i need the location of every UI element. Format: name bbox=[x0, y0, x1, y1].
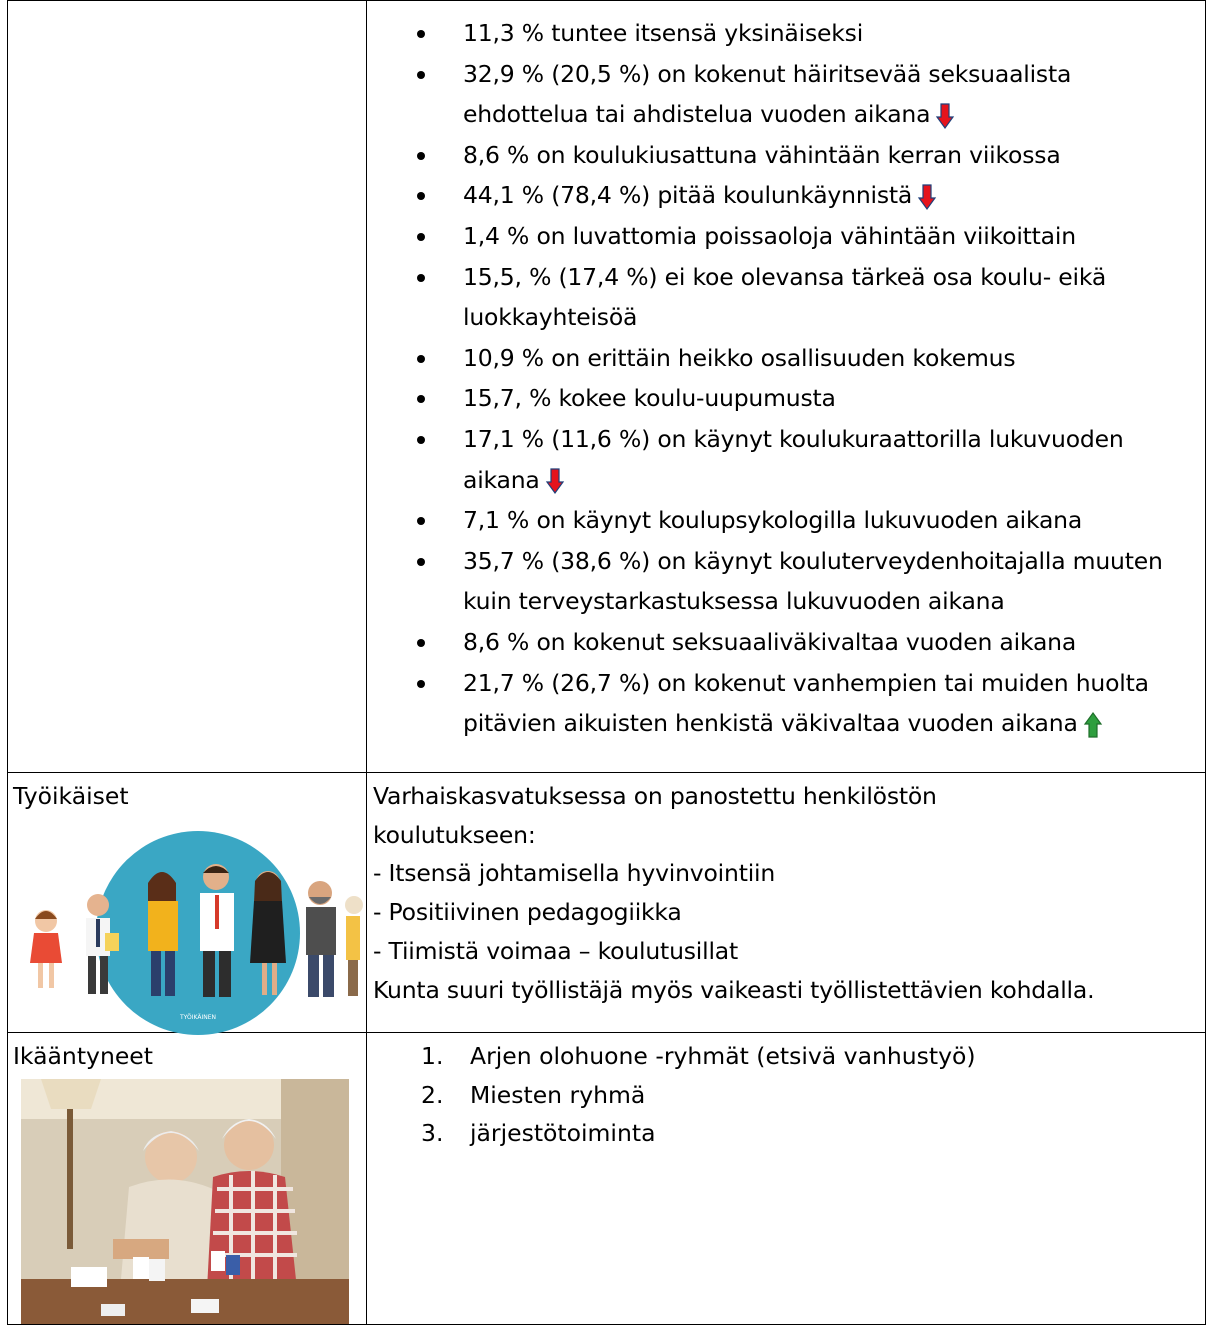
image-caption: TYÖIKÄINEN bbox=[180, 1014, 216, 1021]
bullet-dot bbox=[417, 395, 425, 403]
list-item bbox=[367, 1037, 1205, 1076]
bullet-dot bbox=[417, 558, 425, 566]
statistic-text: 21,7 % (26,7 %) on kokenut vanhempien tai muiden huolta pitävien aikuisten henkistä väkivaltaa vuoden aikana bbox=[463, 668, 1149, 738]
statistic-text: 44,1 % (78,4 %) pitää koulunkäynnistä bbox=[463, 181, 913, 210]
statistic-item bbox=[0, 216, 1197, 257]
arrow-down-icon bbox=[546, 468, 564, 494]
bullet-dot bbox=[417, 30, 425, 38]
statistics-cell bbox=[367, 1, 1206, 773]
statistic-text: 15,7, % kokee koulu-uupumusta bbox=[463, 384, 836, 413]
table-row-youth bbox=[8, 1, 1206, 773]
text-line: - Tiimistä voimaa – koulutusillat bbox=[373, 936, 739, 965]
statistic-text: 8,6 % on kokenut seksuaaliväkivaltaa vuoden aikana bbox=[463, 627, 1077, 656]
arrow-down-icon bbox=[936, 103, 954, 129]
bullet-dot bbox=[417, 233, 425, 241]
arrow-up-icon bbox=[1084, 712, 1102, 738]
list-number: 3. bbox=[421, 1119, 444, 1148]
elderly-content-cell bbox=[367, 1033, 1206, 1325]
table-row-working-age bbox=[8, 773, 1206, 1033]
document-table bbox=[7, 0, 1206, 1325]
list-item-text: järjestötoiminta bbox=[470, 1119, 656, 1148]
text-line: Varhaiskasvatuksessa on panostettu henkilöstön bbox=[373, 782, 937, 810]
text-line: koulutukseen: bbox=[373, 820, 536, 849]
statistic-text: 11,3 % tuntee itsensä yksinäiseksi bbox=[463, 19, 864, 47]
list-item-text: Arjen olohuone -ryhmät (etsivä vanhustyö) bbox=[470, 1042, 976, 1070]
text-line: Kunta suuri työllistäjä myös vaikeasti työllistettävien kohdalla. bbox=[373, 975, 1095, 1004]
working-age-content-cell bbox=[367, 773, 1206, 1033]
statistic-text: 32,9 % (20,5 %) on kokenut häiritsevää seksuaalista ehdottelua tai ahdistelua vuoden aikana bbox=[463, 59, 1072, 129]
bullet-dot bbox=[417, 274, 425, 282]
statistic-item bbox=[0, 135, 1197, 176]
bullet-dot bbox=[417, 517, 425, 525]
bullet-dot bbox=[417, 680, 425, 688]
statistic-text: 10,9 % on erittäin heikko osallisuuden kokemus bbox=[463, 343, 1016, 372]
working-age-text bbox=[367, 773, 1205, 1009]
statistic-item bbox=[0, 541, 1197, 622]
statistic-text: 1,4 % on luvattomia poissaoloja vähintään viikoittain bbox=[463, 221, 1076, 250]
elderly-label-cell bbox=[8, 1033, 367, 1325]
table-row-elderly bbox=[8, 1033, 1206, 1325]
text-line: - Positiivinen pedagogiikka bbox=[373, 898, 682, 927]
working-age-label-cell bbox=[8, 773, 367, 1033]
text-line: - Itsensä johtamisella hyvinvointiin bbox=[373, 859, 776, 888]
statistic-item bbox=[0, 54, 1197, 135]
statistic-item bbox=[0, 663, 1197, 744]
statistic-item bbox=[0, 13, 1197, 54]
row-label-elderly: Ikääntyneet bbox=[13, 1042, 153, 1070]
statistic-text: 8,6 % on koulukiusattuna vähintään kerran viikossa bbox=[463, 140, 1061, 169]
row-label-working-age: Työikäiset bbox=[13, 782, 129, 810]
list-item-text: Miesten ryhmä bbox=[470, 1080, 646, 1109]
bullet-dot bbox=[417, 436, 425, 444]
statistic-text: 35,7 % (38,6 %) on käynyt kouluterveydenhoitajalla muuten kuin terveystarkastuksessa lukuvuoden aikana bbox=[463, 546, 1163, 616]
statistic-text: 15,5, % (17,4 %) ei koe olevansa tärkeä osa koulu- eikä luokkayhteisöä bbox=[463, 262, 1107, 332]
statistic-text: 17,1 % (11,6 %) on käynyt koulukuraattorilla lukuvuoden aikana bbox=[463, 424, 1124, 494]
bullet-dot bbox=[417, 192, 425, 200]
list-number: 2. bbox=[421, 1080, 444, 1109]
list-item bbox=[367, 1114, 1205, 1153]
list-number: 1. bbox=[421, 1042, 444, 1070]
statistic-item bbox=[0, 338, 1197, 379]
arrow-down-icon bbox=[918, 184, 936, 210]
statistics-list bbox=[367, 1, 1205, 750]
bullet-dot bbox=[417, 639, 425, 647]
statistic-item bbox=[0, 175, 1197, 216]
statistic-item bbox=[0, 622, 1197, 663]
bullet-dot bbox=[417, 355, 425, 363]
bullet-dot bbox=[417, 152, 425, 160]
elderly-activities-list bbox=[367, 1033, 1205, 1153]
statistic-item bbox=[0, 500, 1197, 541]
statistic-text: 7,1 % on käynyt koulupsykologilla lukuvuoden aikana bbox=[463, 506, 1083, 535]
statistic-item bbox=[0, 419, 1197, 500]
statistic-item bbox=[0, 378, 1197, 419]
statistic-item bbox=[0, 257, 1197, 338]
bullet-dot bbox=[417, 71, 425, 79]
list-item bbox=[367, 1076, 1205, 1115]
elderly-women-image bbox=[21, 1079, 349, 1324]
working-age-people-image bbox=[20, 823, 360, 1021]
